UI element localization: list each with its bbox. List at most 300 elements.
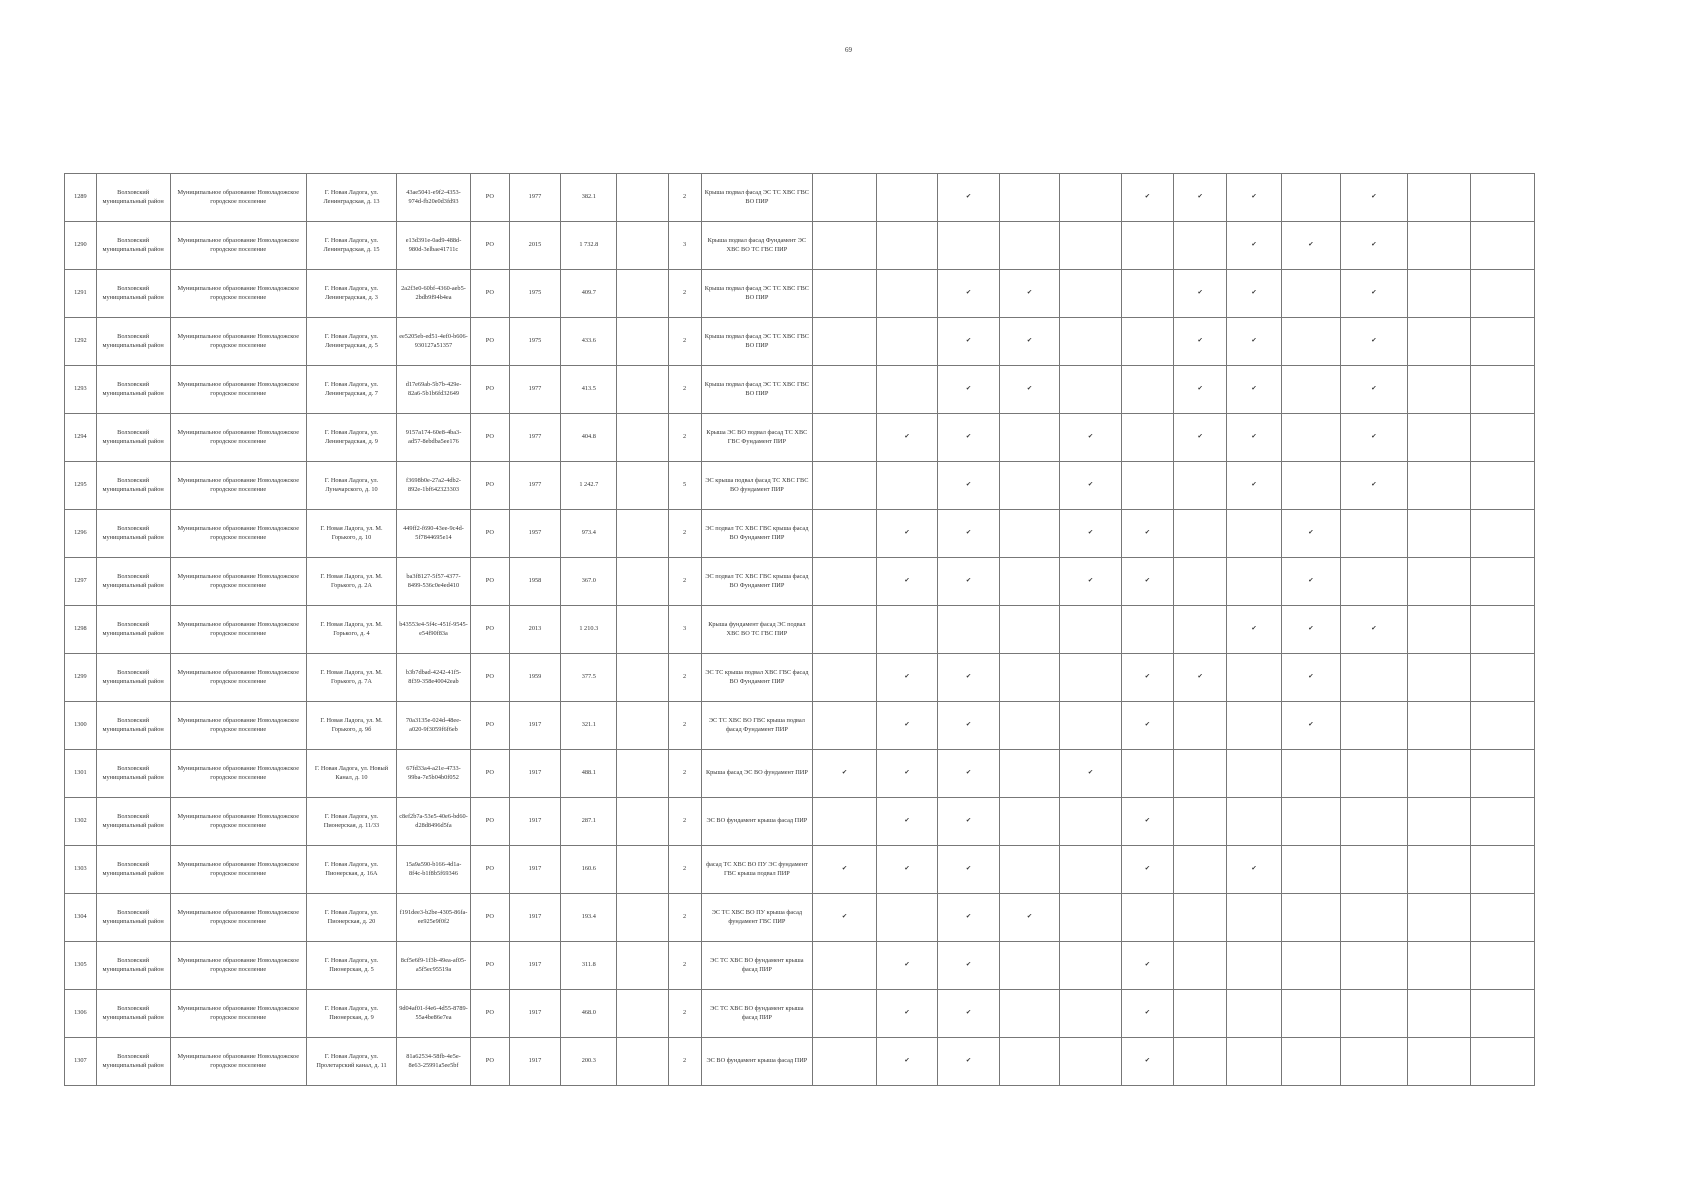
checkmark-icon: ✔ bbox=[1341, 174, 1408, 222]
type-cell: РО bbox=[470, 846, 509, 894]
address-cell: Г. Новая Ладога, ул. Ленинградская, д. 15 bbox=[306, 222, 396, 270]
checkmark-icon: ✔ bbox=[938, 318, 1000, 366]
row-number-cell: 1304 bbox=[65, 894, 97, 942]
checkmark-icon: ✔ bbox=[1121, 990, 1173, 1038]
year-cell: 1917 bbox=[509, 942, 560, 990]
empty-check-cell bbox=[813, 558, 877, 606]
area-cell: 193.4 bbox=[561, 894, 617, 942]
empty-check-cell bbox=[1471, 942, 1535, 990]
area-cell: 488.1 bbox=[561, 750, 617, 798]
empty-check-cell bbox=[1060, 606, 1122, 654]
empty-cell bbox=[617, 990, 668, 1038]
empty-check-cell bbox=[1174, 846, 1227, 894]
table-row bbox=[65, 462, 1535, 510]
row-number-cell: 1306 bbox=[65, 990, 97, 1038]
empty-check-cell bbox=[1407, 798, 1471, 846]
empty-check-cell bbox=[1407, 654, 1471, 702]
empty-check-cell bbox=[876, 270, 938, 318]
empty-check-cell bbox=[1471, 366, 1535, 414]
building-id-cell: 9157a174-60e8-4ba3-ad57-8ebdba5ee176 bbox=[397, 414, 471, 462]
empty-check-cell bbox=[1471, 462, 1535, 510]
works-list-cell: Крыша фасад ЭС ВО фундамент ПИР bbox=[701, 750, 813, 798]
building-id-cell: 449ff2-f690-43ee-9c4d-5f7844695e14 bbox=[397, 510, 471, 558]
table-row bbox=[65, 990, 1535, 1038]
table-row bbox=[65, 414, 1535, 462]
district-cell: Волховский муниципальный район bbox=[96, 462, 170, 510]
empty-check-cell bbox=[1471, 414, 1535, 462]
empty-check-cell bbox=[876, 366, 938, 414]
area-cell: 367.0 bbox=[561, 558, 617, 606]
row-number-cell: 1307 bbox=[65, 1038, 97, 1086]
row-number-cell: 1299 bbox=[65, 654, 97, 702]
row-number-cell: 1305 bbox=[65, 942, 97, 990]
table-row bbox=[65, 1038, 1535, 1086]
address-cell: Г. Новая Ладога, ул. Ленинградская, д. 13 bbox=[306, 174, 396, 222]
checkmark-icon: ✔ bbox=[1121, 846, 1173, 894]
checkmark-icon: ✔ bbox=[938, 174, 1000, 222]
floors-cell: 2 bbox=[668, 990, 701, 1038]
empty-check-cell bbox=[1174, 798, 1227, 846]
empty-check-cell bbox=[1174, 990, 1227, 1038]
empty-check-cell bbox=[1174, 606, 1227, 654]
type-cell: РО bbox=[470, 270, 509, 318]
row-number-cell: 1289 bbox=[65, 174, 97, 222]
empty-check-cell bbox=[1281, 174, 1340, 222]
municipality-cell: Муниципальное образование Новоладожское городское поселение bbox=[170, 222, 306, 270]
table-row bbox=[65, 702, 1535, 750]
address-cell: Г. Новая Ладога, ул. Ленинградская, д. 9 bbox=[306, 414, 396, 462]
year-cell: 1917 bbox=[509, 894, 560, 942]
empty-check-cell bbox=[1227, 1038, 1281, 1086]
empty-cell bbox=[617, 222, 668, 270]
building-id-cell: 81a62534-58fb-4e5e-8e63-25991a5ee5bf bbox=[397, 1038, 471, 1086]
address-cell: Г. Новая Ладога, ул. Пионерская, д. 20 bbox=[306, 894, 396, 942]
checkmark-icon: ✔ bbox=[1227, 174, 1281, 222]
municipality-cell: Муниципальное образование Новоладожское городское поселение bbox=[170, 1038, 306, 1086]
building-id-cell: e13d391e-0ad9-488d-980d-3elbae41711c bbox=[397, 222, 471, 270]
building-id-cell: c8ef2b7a-53e5-40e6-bd60-d28d8496d5fa bbox=[397, 798, 471, 846]
empty-check-cell bbox=[1471, 1038, 1535, 1086]
district-cell: Волховский муниципальный район bbox=[96, 270, 170, 318]
works-list-cell: ЭС ТС ХВС ВО ГВС крыша подвал фасад Фундамент ПИР bbox=[701, 702, 813, 750]
empty-check-cell bbox=[1060, 174, 1122, 222]
type-cell: РО bbox=[470, 702, 509, 750]
empty-check-cell bbox=[1471, 702, 1535, 750]
empty-check-cell bbox=[1227, 798, 1281, 846]
empty-check-cell bbox=[1407, 174, 1471, 222]
empty-check-cell bbox=[1341, 894, 1408, 942]
area-cell: 160.6 bbox=[561, 846, 617, 894]
checkmark-icon: ✔ bbox=[1281, 606, 1340, 654]
district-cell: Волховский муниципальный район bbox=[96, 222, 170, 270]
checkmark-icon: ✔ bbox=[938, 654, 1000, 702]
table-row bbox=[65, 174, 1535, 222]
empty-check-cell bbox=[1341, 1038, 1408, 1086]
district-cell: Волховский муниципальный район bbox=[96, 702, 170, 750]
empty-cell bbox=[617, 270, 668, 318]
address-cell: Г. Новая Ладога, ул. М. Горького, д. 7А bbox=[306, 654, 396, 702]
empty-check-cell bbox=[1471, 510, 1535, 558]
empty-check-cell bbox=[1471, 990, 1535, 1038]
empty-check-cell bbox=[1471, 558, 1535, 606]
table-row bbox=[65, 366, 1535, 414]
floors-cell: 2 bbox=[668, 270, 701, 318]
type-cell: РО bbox=[470, 942, 509, 990]
year-cell: 1917 bbox=[509, 846, 560, 894]
empty-check-cell bbox=[1471, 894, 1535, 942]
empty-check-cell bbox=[999, 414, 1059, 462]
building-id-cell: d17e69ab-5b7b-429e-82a6-5b1b6fd32649 bbox=[397, 366, 471, 414]
table-row bbox=[65, 846, 1535, 894]
works-list-cell: ЭС ТС ХВС ВО фундамент крыша фасад ПИР bbox=[701, 990, 813, 1038]
row-number-cell: 1295 bbox=[65, 462, 97, 510]
empty-check-cell bbox=[999, 222, 1059, 270]
building-id-cell: ee5205eb-ed51-4ef0-b606-930127a51357 bbox=[397, 318, 471, 366]
empty-cell bbox=[617, 558, 668, 606]
checkmark-icon: ✔ bbox=[876, 846, 938, 894]
empty-check-cell bbox=[1227, 942, 1281, 990]
table-row bbox=[65, 270, 1535, 318]
empty-check-cell bbox=[999, 702, 1059, 750]
district-cell: Волховский муниципальный район bbox=[96, 894, 170, 942]
municipality-cell: Муниципальное образование Новоладожское городское поселение bbox=[170, 846, 306, 894]
empty-check-cell bbox=[1471, 654, 1535, 702]
address-cell: Г. Новая Ладога, ул. М. Горького, д. 10 bbox=[306, 510, 396, 558]
checkmark-icon: ✔ bbox=[1281, 510, 1340, 558]
district-cell: Волховский муниципальный район bbox=[96, 510, 170, 558]
checkmark-icon: ✔ bbox=[1341, 366, 1408, 414]
area-cell: 1 210.3 bbox=[561, 606, 617, 654]
table-row bbox=[65, 318, 1535, 366]
empty-check-cell bbox=[1174, 462, 1227, 510]
district-cell: Волховский муниципальный район bbox=[96, 414, 170, 462]
empty-check-cell bbox=[999, 654, 1059, 702]
empty-check-cell bbox=[1407, 462, 1471, 510]
row-number-cell: 1298 bbox=[65, 606, 97, 654]
checkmark-icon: ✔ bbox=[938, 1038, 1000, 1086]
district-cell: Волховский муниципальный район bbox=[96, 174, 170, 222]
empty-check-cell bbox=[1407, 750, 1471, 798]
municipality-cell: Муниципальное образование Новоладожское городское поселение bbox=[170, 174, 306, 222]
type-cell: РО bbox=[470, 750, 509, 798]
works-list-cell: ЭС ТС ХВС ВО ПУ крыша фасад фундамент ГВС ПИР bbox=[701, 894, 813, 942]
area-cell: 287.1 bbox=[561, 798, 617, 846]
address-cell: Г. Новая Ладога, ул. Новый Канал, д. 10 bbox=[306, 750, 396, 798]
type-cell: РО bbox=[470, 558, 509, 606]
row-number-cell: 1303 bbox=[65, 846, 97, 894]
checkmark-icon: ✔ bbox=[1174, 270, 1227, 318]
empty-check-cell bbox=[1174, 894, 1227, 942]
empty-check-cell bbox=[813, 702, 877, 750]
empty-check-cell bbox=[1471, 846, 1535, 894]
empty-check-cell bbox=[813, 222, 877, 270]
type-cell: РО bbox=[470, 606, 509, 654]
works-list-cell: Крыша подвал фасад ЭС ТС ХВС ГВС ВО ПИР bbox=[701, 174, 813, 222]
empty-check-cell bbox=[1174, 942, 1227, 990]
empty-check-cell bbox=[1174, 702, 1227, 750]
municipality-cell: Муниципальное образование Новоладожское городское поселение bbox=[170, 942, 306, 990]
floors-cell: 2 bbox=[668, 366, 701, 414]
municipality-cell: Муниципальное образование Новоладожское городское поселение bbox=[170, 990, 306, 1038]
year-cell: 2013 bbox=[509, 606, 560, 654]
empty-check-cell bbox=[1407, 990, 1471, 1038]
district-cell: Волховский муниципальный район bbox=[96, 366, 170, 414]
year-cell: 1917 bbox=[509, 990, 560, 1038]
table-row bbox=[65, 558, 1535, 606]
empty-check-cell bbox=[1121, 606, 1173, 654]
checkmark-icon: ✔ bbox=[1174, 414, 1227, 462]
row-number-cell: 1301 bbox=[65, 750, 97, 798]
area-cell: 973.4 bbox=[561, 510, 617, 558]
empty-check-cell bbox=[1281, 462, 1340, 510]
address-cell: Г. Новая Ладога, ул. М. Горького, д. 2А bbox=[306, 558, 396, 606]
area-cell: 433.6 bbox=[561, 318, 617, 366]
building-id-cell: 70a3135e-024d-48ee-a020-9f3059f6f6eb bbox=[397, 702, 471, 750]
checkmark-icon: ✔ bbox=[876, 414, 938, 462]
empty-check-cell bbox=[1227, 990, 1281, 1038]
checkmark-icon: ✔ bbox=[1341, 462, 1408, 510]
area-cell: 468.0 bbox=[561, 990, 617, 1038]
checkmark-icon: ✔ bbox=[876, 750, 938, 798]
empty-check-cell bbox=[1121, 414, 1173, 462]
table-row bbox=[65, 222, 1535, 270]
floors-cell: 2 bbox=[668, 654, 701, 702]
empty-check-cell bbox=[1174, 222, 1227, 270]
checkmark-icon: ✔ bbox=[813, 846, 877, 894]
year-cell: 1977 bbox=[509, 462, 560, 510]
empty-cell bbox=[617, 414, 668, 462]
works-list-cell: ЭС ТС крыша подвал ХВС ГВС фасад ВО Фундамент ПИР bbox=[701, 654, 813, 702]
empty-check-cell bbox=[813, 1038, 877, 1086]
floors-cell: 2 bbox=[668, 414, 701, 462]
empty-check-cell bbox=[999, 1038, 1059, 1086]
empty-cell bbox=[617, 174, 668, 222]
floors-cell: 2 bbox=[668, 942, 701, 990]
empty-check-cell bbox=[999, 798, 1059, 846]
checkmark-icon: ✔ bbox=[938, 894, 1000, 942]
checkmark-icon: ✔ bbox=[876, 798, 938, 846]
empty-check-cell bbox=[813, 462, 877, 510]
empty-check-cell bbox=[1281, 798, 1340, 846]
empty-check-cell bbox=[1407, 942, 1471, 990]
row-number-cell: 1300 bbox=[65, 702, 97, 750]
area-cell: 321.1 bbox=[561, 702, 617, 750]
area-cell: 1 242.7 bbox=[561, 462, 617, 510]
works-list-cell: Крыша подвал фасад ЭС ТС ХВС ГВС ВО ПИР bbox=[701, 318, 813, 366]
empty-cell bbox=[617, 318, 668, 366]
year-cell: 1917 bbox=[509, 798, 560, 846]
type-cell: РО bbox=[470, 222, 509, 270]
empty-check-cell bbox=[876, 222, 938, 270]
area-cell: 311.8 bbox=[561, 942, 617, 990]
address-cell: Г. Новая Ладога, ул. Ленинградская, д. 3 bbox=[306, 270, 396, 318]
empty-check-cell bbox=[1121, 750, 1173, 798]
checkmark-icon: ✔ bbox=[1174, 654, 1227, 702]
checkmark-icon: ✔ bbox=[938, 750, 1000, 798]
municipality-cell: Муниципальное образование Новоладожское городское поселение bbox=[170, 798, 306, 846]
empty-check-cell bbox=[876, 318, 938, 366]
type-cell: РО bbox=[470, 174, 509, 222]
district-cell: Волховский муниципальный район bbox=[96, 606, 170, 654]
floors-cell: 2 bbox=[668, 750, 701, 798]
checkmark-icon: ✔ bbox=[938, 702, 1000, 750]
building-id-cell: 67fd33a4-a21e-4733-99ba-7e5b04b0f052 bbox=[397, 750, 471, 798]
type-cell: РО bbox=[470, 414, 509, 462]
buildings-registry-table bbox=[64, 173, 1535, 1086]
empty-cell bbox=[617, 1038, 668, 1086]
checkmark-icon: ✔ bbox=[1227, 366, 1281, 414]
type-cell: РО bbox=[470, 318, 509, 366]
empty-check-cell bbox=[1471, 270, 1535, 318]
area-cell: 1 732.8 bbox=[561, 222, 617, 270]
empty-check-cell bbox=[1281, 366, 1340, 414]
works-list-cell: Крыша подвал фасад ЭС ТС ХВС ГВС ВО ПИР bbox=[701, 270, 813, 318]
empty-check-cell bbox=[999, 462, 1059, 510]
empty-check-cell bbox=[1227, 702, 1281, 750]
empty-check-cell bbox=[1227, 510, 1281, 558]
row-number-cell: 1294 bbox=[65, 414, 97, 462]
checkmark-icon: ✔ bbox=[1341, 606, 1408, 654]
floors-cell: 3 bbox=[668, 606, 701, 654]
empty-check-cell bbox=[1174, 750, 1227, 798]
table-row bbox=[65, 606, 1535, 654]
floors-cell: 2 bbox=[668, 846, 701, 894]
checkmark-icon: ✔ bbox=[876, 654, 938, 702]
empty-check-cell bbox=[1281, 270, 1340, 318]
district-cell: Волховский муниципальный район bbox=[96, 846, 170, 894]
municipality-cell: Муниципальное образование Новоладожское городское поселение bbox=[170, 414, 306, 462]
table-row bbox=[65, 654, 1535, 702]
empty-check-cell bbox=[1341, 702, 1408, 750]
empty-check-cell bbox=[876, 174, 938, 222]
empty-check-cell bbox=[813, 606, 877, 654]
empty-check-cell bbox=[1060, 942, 1122, 990]
checkmark-icon: ✔ bbox=[999, 894, 1059, 942]
empty-check-cell bbox=[999, 558, 1059, 606]
empty-cell bbox=[617, 846, 668, 894]
empty-check-cell bbox=[1121, 270, 1173, 318]
works-list-cell: ЭС ВО фундамент крыша фасад ПИР bbox=[701, 798, 813, 846]
address-cell: Г. Новая Ладога, ул. Луначарского, д. 10 bbox=[306, 462, 396, 510]
empty-check-cell bbox=[1471, 174, 1535, 222]
address-cell: Г. Новая Ладога, ул. М. Горького, д. 4 bbox=[306, 606, 396, 654]
empty-check-cell bbox=[1227, 750, 1281, 798]
empty-check-cell bbox=[1281, 1038, 1340, 1086]
empty-check-cell bbox=[1174, 1038, 1227, 1086]
empty-check-cell bbox=[876, 606, 938, 654]
works-list-cell: ЭС подвал ТС ХВС ГВС крыша фасад ВО Фундамент ПИР bbox=[701, 558, 813, 606]
empty-check-cell bbox=[813, 414, 877, 462]
building-id-cell: 15a9a590-b166-4d1a-8f4c-b1f8b5f69346 bbox=[397, 846, 471, 894]
area-cell: 409.7 bbox=[561, 270, 617, 318]
empty-check-cell bbox=[1121, 222, 1173, 270]
empty-check-cell bbox=[1121, 462, 1173, 510]
empty-check-cell bbox=[1281, 942, 1340, 990]
checkmark-icon: ✔ bbox=[1281, 702, 1340, 750]
empty-check-cell bbox=[1060, 1038, 1122, 1086]
municipality-cell: Муниципальное образование Новоладожское городское поселение bbox=[170, 510, 306, 558]
empty-cell bbox=[617, 798, 668, 846]
year-cell: 1917 bbox=[509, 1038, 560, 1086]
address-cell: Г. Новая Ладога, ул. Пролетарский канал, д. 11 bbox=[306, 1038, 396, 1086]
checkmark-icon: ✔ bbox=[1060, 750, 1122, 798]
empty-check-cell bbox=[999, 174, 1059, 222]
checkmark-icon: ✔ bbox=[813, 750, 877, 798]
empty-check-cell bbox=[938, 222, 1000, 270]
empty-check-cell bbox=[1060, 222, 1122, 270]
address-cell: Г. Новая Ладога, ул. Ленинградская, д. 7 bbox=[306, 366, 396, 414]
empty-check-cell bbox=[1060, 894, 1122, 942]
empty-check-cell bbox=[1407, 318, 1471, 366]
district-cell: Волховский муниципальный район bbox=[96, 318, 170, 366]
empty-check-cell bbox=[1407, 1038, 1471, 1086]
floors-cell: 5 bbox=[668, 462, 701, 510]
type-cell: РО bbox=[470, 462, 509, 510]
checkmark-icon: ✔ bbox=[938, 558, 1000, 606]
empty-check-cell bbox=[1407, 558, 1471, 606]
empty-check-cell bbox=[813, 942, 877, 990]
table-row bbox=[65, 798, 1535, 846]
year-cell: 1977 bbox=[509, 174, 560, 222]
building-id-cell: 8cf5e6f9-1f3b-49ea-af05-a5f5ec95519a bbox=[397, 942, 471, 990]
checkmark-icon: ✔ bbox=[1060, 414, 1122, 462]
checkmark-icon: ✔ bbox=[1341, 318, 1408, 366]
empty-check-cell bbox=[1121, 318, 1173, 366]
checkmark-icon: ✔ bbox=[1121, 174, 1173, 222]
building-id-cell: 9d04af01-f4e6-4d55-8789-55a4be86e7ea bbox=[397, 990, 471, 1038]
municipality-cell: Муниципальное образование Новоладожское городское поселение bbox=[170, 894, 306, 942]
checkmark-icon: ✔ bbox=[1060, 462, 1122, 510]
row-number-cell: 1297 bbox=[65, 558, 97, 606]
empty-cell bbox=[617, 462, 668, 510]
empty-check-cell bbox=[999, 846, 1059, 894]
empty-check-cell bbox=[813, 318, 877, 366]
floors-cell: 2 bbox=[668, 558, 701, 606]
district-cell: Волховский муниципальный район bbox=[96, 942, 170, 990]
empty-check-cell bbox=[1407, 606, 1471, 654]
type-cell: РО bbox=[470, 1038, 509, 1086]
empty-check-cell bbox=[1407, 846, 1471, 894]
empty-check-cell bbox=[1060, 270, 1122, 318]
building-id-cell: b43553e4-5f4c-451f-9545-e54f90f83a bbox=[397, 606, 471, 654]
checkmark-icon: ✔ bbox=[938, 414, 1000, 462]
empty-cell bbox=[617, 894, 668, 942]
floors-cell: 2 bbox=[668, 702, 701, 750]
empty-check-cell bbox=[999, 606, 1059, 654]
area-cell: 377.5 bbox=[561, 654, 617, 702]
works-list-cell: Крыша ЭС ВО подвал фасад ТС ХВС ГВС Фундамент ПИР bbox=[701, 414, 813, 462]
checkmark-icon: ✔ bbox=[876, 1038, 938, 1086]
empty-check-cell bbox=[1471, 798, 1535, 846]
district-cell: Волховский муниципальный район bbox=[96, 1038, 170, 1086]
type-cell: РО bbox=[470, 510, 509, 558]
checkmark-icon: ✔ bbox=[876, 558, 938, 606]
year-cell: 1958 bbox=[509, 558, 560, 606]
empty-check-cell bbox=[813, 654, 877, 702]
row-number-cell: 1302 bbox=[65, 798, 97, 846]
address-cell: Г. Новая Ладога, ул. Пионерская, д. 11/33 bbox=[306, 798, 396, 846]
year-cell: 1975 bbox=[509, 318, 560, 366]
checkmark-icon: ✔ bbox=[1227, 462, 1281, 510]
empty-check-cell bbox=[1281, 318, 1340, 366]
empty-cell bbox=[617, 750, 668, 798]
floors-cell: 2 bbox=[668, 318, 701, 366]
empty-check-cell bbox=[1407, 366, 1471, 414]
address-cell: Г. Новая Ладога, ул. Пионерская, д. 5 bbox=[306, 942, 396, 990]
checkmark-icon: ✔ bbox=[876, 942, 938, 990]
works-list-cell: ЭС ВО фундамент крыша фасад ПИР bbox=[701, 1038, 813, 1086]
checkmark-icon: ✔ bbox=[999, 366, 1059, 414]
